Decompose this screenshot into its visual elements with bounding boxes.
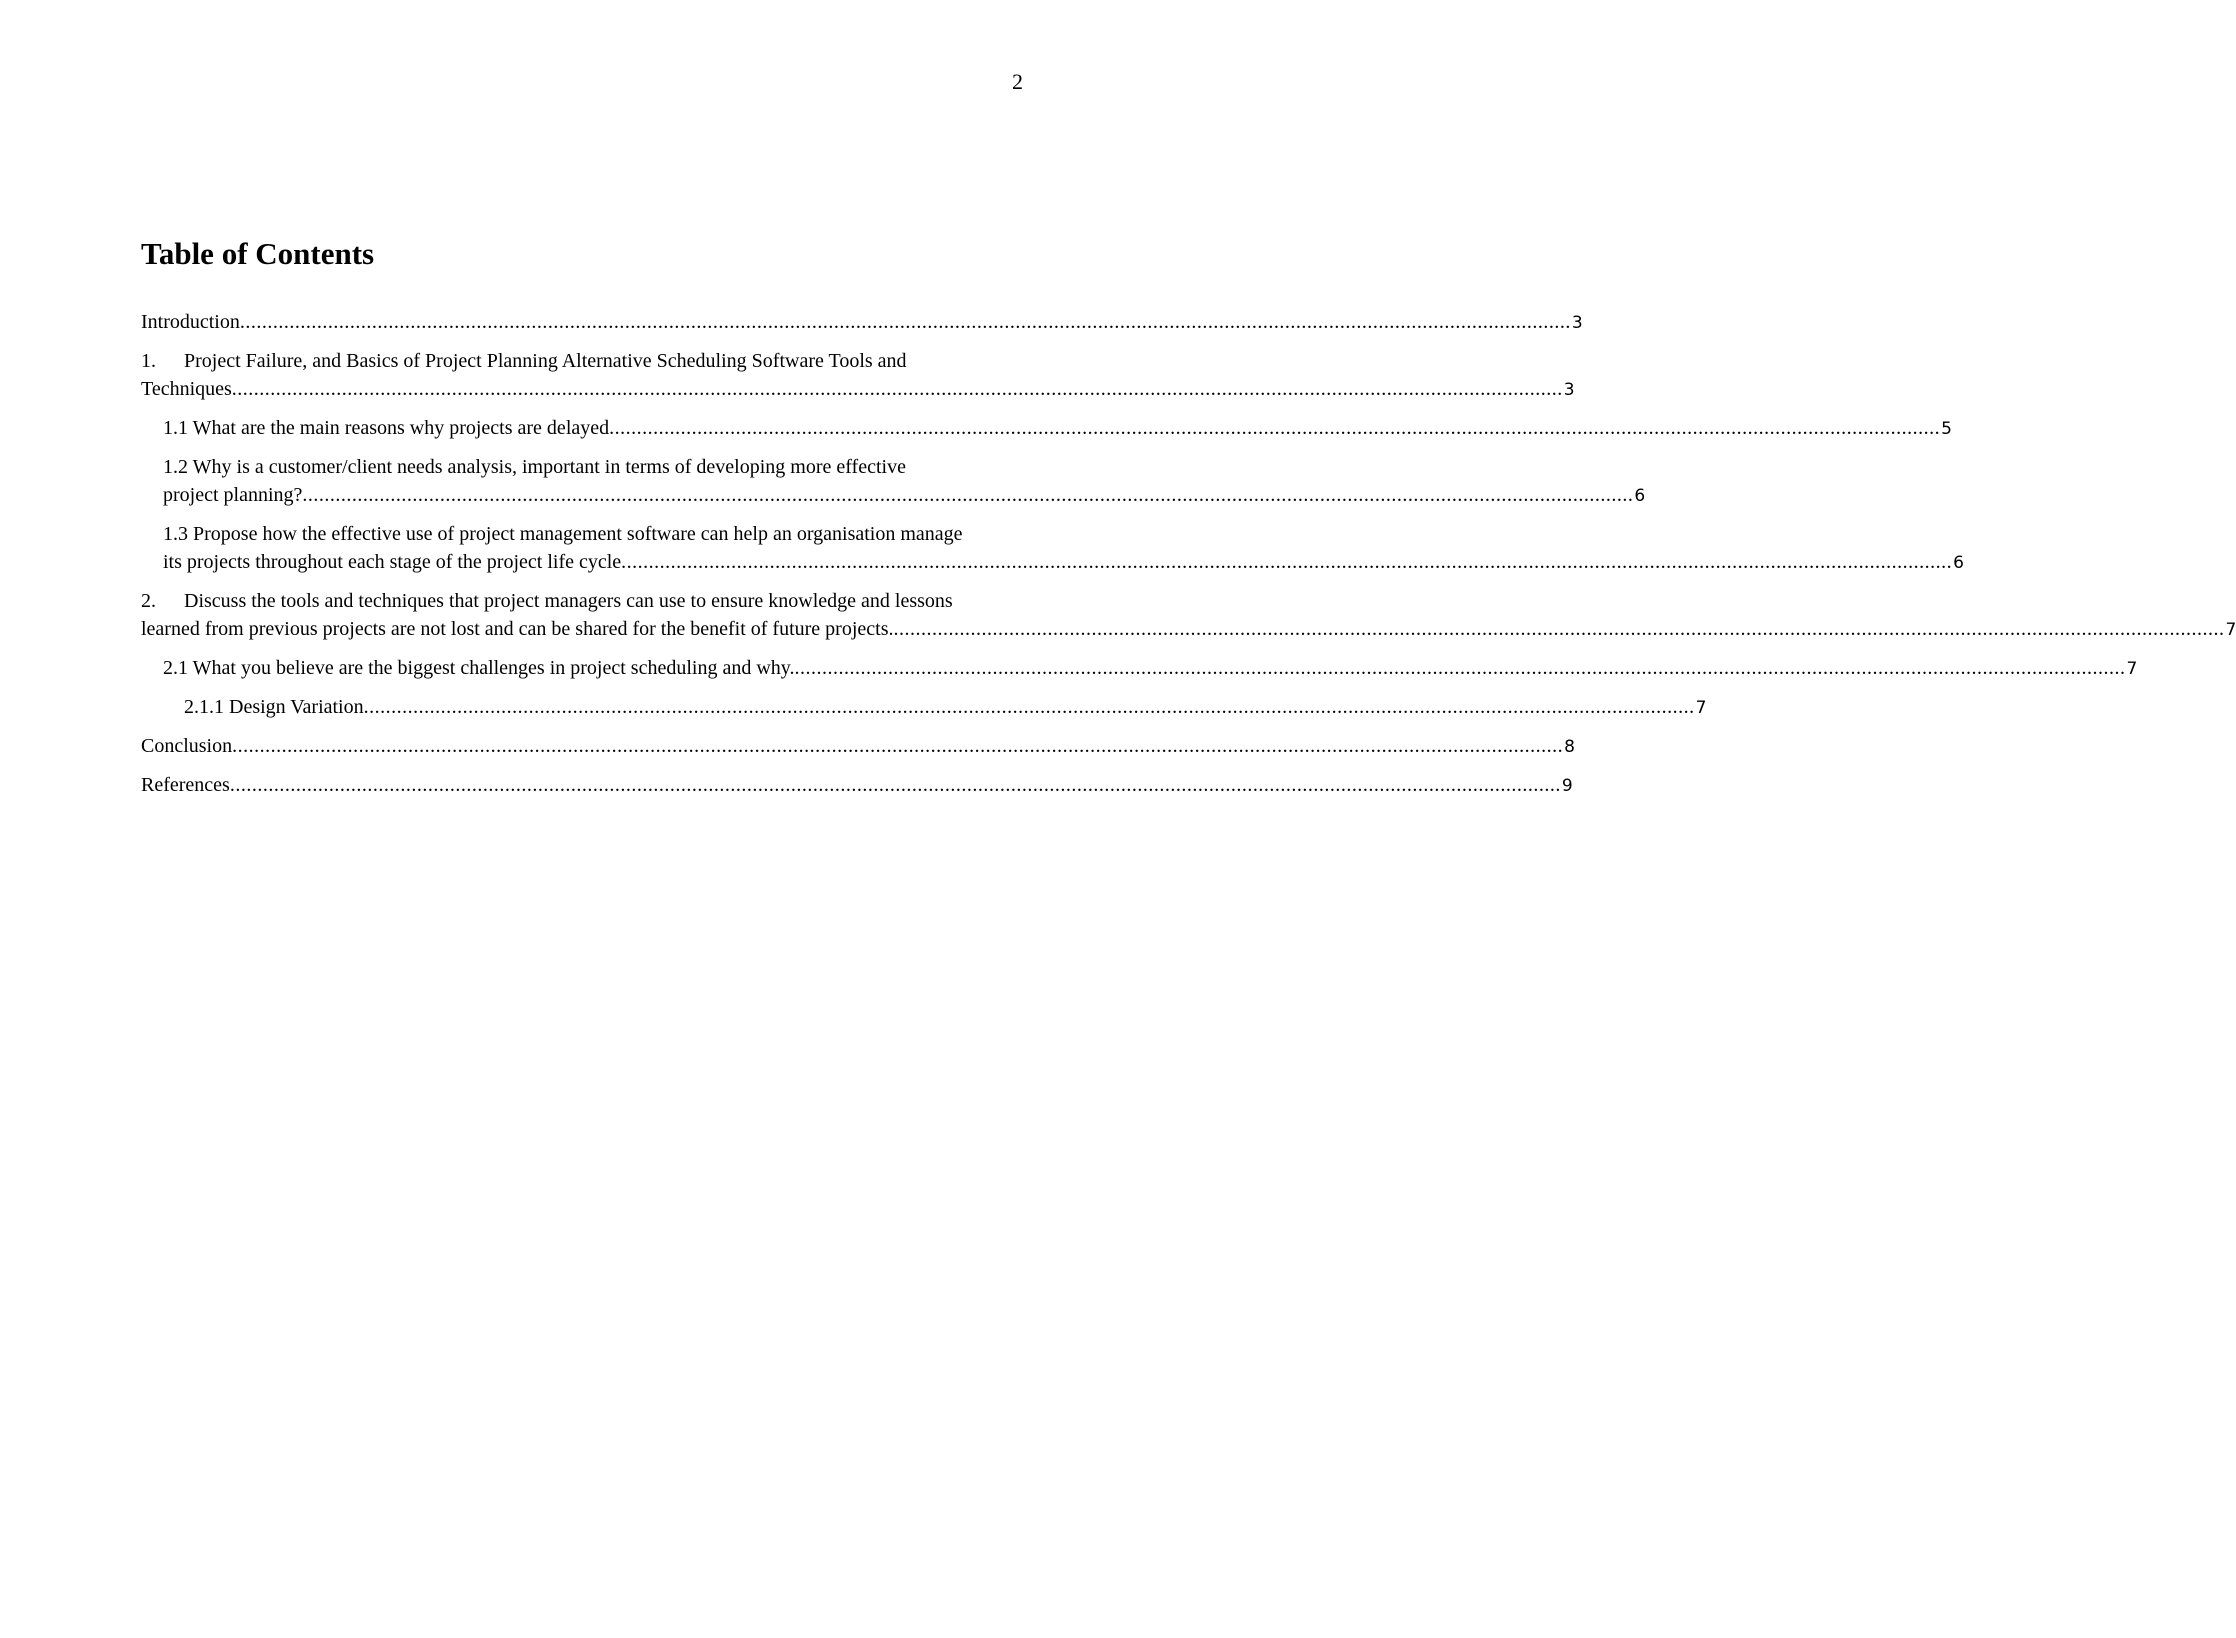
- toc-entry-label: 2.1 What you believe are the biggest challenges in project scheduling and why.: [163, 657, 795, 679]
- toc-entry-label: Introduction: [141, 311, 240, 333]
- dot-leader: [364, 693, 1695, 721]
- toc-page-number: 3: [1563, 380, 1575, 400]
- toc-entry-label-line2: Techniques: [141, 378, 232, 400]
- toc-page-number: 8: [1564, 737, 1575, 757]
- toc-entry-references[interactable]: [141, 771, 1573, 800]
- toc-page-number: 6: [1953, 553, 1964, 573]
- toc-entry-label: References: [141, 774, 230, 796]
- toc-entry-section-1-2[interactable]: [141, 453, 1646, 510]
- toc-entry-introduction[interactable]: [141, 308, 1583, 337]
- toc-entry-section-1-3[interactable]: [141, 520, 1964, 577]
- toc-entry-label-line1: 1.2 Why is a customer/client needs analysis, important in terms of developing more effective: [163, 456, 906, 478]
- toc-entry-section-1-1[interactable]: [141, 414, 1952, 443]
- toc-page-number: 7: [2126, 659, 2138, 679]
- toc-page-number: 7: [1695, 698, 1707, 718]
- dot-leader: [230, 771, 1561, 799]
- toc-entry-label-line2: its projects throughout each stage of the project life cycle: [163, 551, 622, 573]
- toc-title: Table of Contents: [141, 236, 375, 271]
- dot-leader: [302, 481, 1633, 509]
- toc-entry-label-line1: Discuss the tools and techniques that project managers can use to ensure knowledge and lessons: [184, 590, 953, 612]
- toc-entry-section-1[interactable]: [141, 347, 1575, 404]
- page-number: 2: [1012, 69, 1023, 94]
- dot-leader: [609, 414, 1940, 442]
- toc-page-number: 5: [1941, 419, 1952, 439]
- dot-leader: [240, 308, 1571, 336]
- toc-page-number: 9: [1561, 776, 1573, 796]
- toc-page-number: 3: [1571, 313, 1583, 333]
- toc-entry-section-2-1[interactable]: [141, 654, 2138, 683]
- toc-entry-label-line2: learned from previous projects are not lost and can be shared for the benefit of future projects.: [141, 618, 894, 640]
- toc-entry-label: 1.1 What are the main reasons why projects are delayed: [163, 417, 610, 439]
- toc-entry-section-2[interactable]: [141, 587, 2236, 644]
- dot-leader: [621, 548, 1952, 576]
- toc-entry-label-line2: project planning?: [163, 484, 303, 506]
- toc-entry-conclusion[interactable]: [141, 732, 1575, 761]
- toc-entry-section-2-1-1[interactable]: [141, 693, 1707, 722]
- table-of-contents: [141, 308, 2236, 810]
- toc-section-number: 2.: [141, 590, 156, 612]
- toc-entry-label-line1: 1.3 Propose how the effective use of project management software can help an organisation manage: [163, 523, 963, 545]
- toc-entry-label: 2.1.1 Design Variation: [184, 696, 364, 718]
- dot-leader: [232, 375, 1563, 403]
- dot-leader: [794, 654, 2125, 682]
- toc-entry-label: Conclusion: [141, 735, 233, 757]
- toc-page-number: 6: [1634, 486, 1646, 506]
- toc-page-number: 7: [2225, 620, 2236, 640]
- toc-section-number: 1.: [141, 350, 156, 372]
- toc-entry-label-line1: Project Failure, and Basics of Project Planning Alternative Scheduling Software Tools and: [184, 350, 907, 372]
- dot-leader: [232, 732, 1563, 760]
- dot-leader: [894, 615, 2225, 643]
